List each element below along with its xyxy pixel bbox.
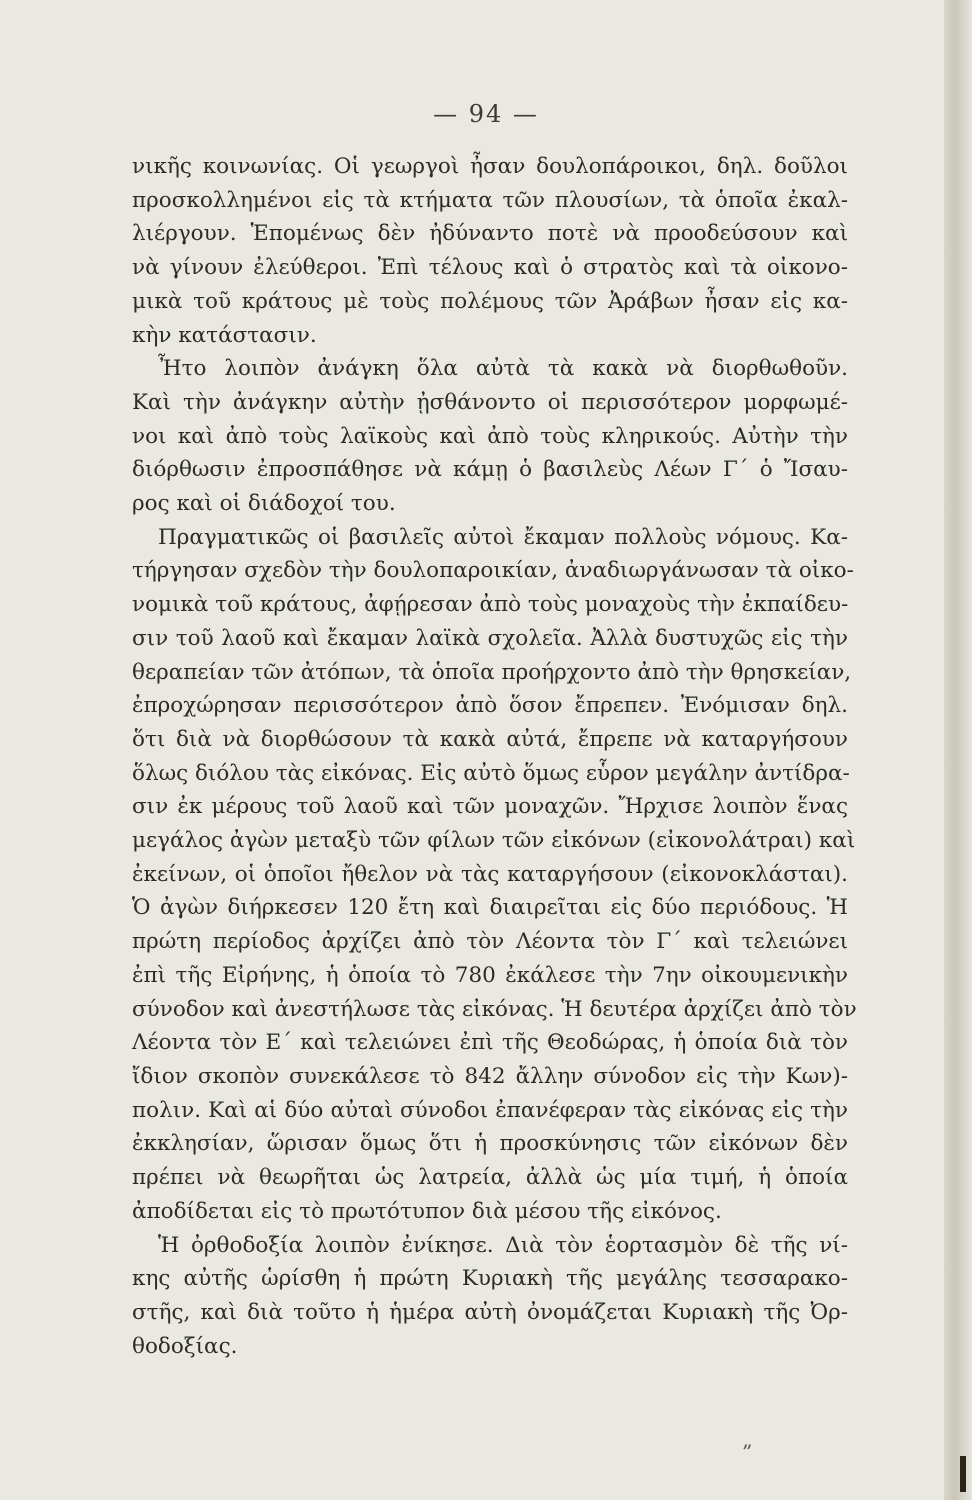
- text-line: θεραπείαν τῶν ἀτόπων, τὰ ὁποῖα προήρχοντο ἀπὸ τὴν θρησκείαν,: [132, 659, 852, 685]
- text-line: Καὶ τὴν ἀνάγκην αὐτὴν ᾐσθάνοντο οἱ περισσότερον μορφωμέ-: [132, 389, 848, 415]
- text-line: ἐκείνων, οἱ ὁποῖοι ἤθελον νὰ τὰς καταργήσουν (εἰκονοκλάσται).: [132, 861, 848, 887]
- text-line: μεγάλος ἀγὼν μεταξὺ τῶν φίλων τῶν εἰκόνων (εἰκονολάτραι) καὶ: [132, 828, 856, 854]
- page-number: — 94 —: [433, 100, 539, 128]
- text-line: διόρθωσιν ἐπροσπάθησε νὰ κάμῃ ὁ βασιλεὺς Λέων Γ΄ ὁ Ἴσαυ-: [132, 457, 848, 483]
- text-line: Λέοντα τὸν Ε΄ καὶ τελειώνει ἐπὶ τῆς Θεοδώρας, ἡ ὁποία διὰ τὸν: [132, 1030, 848, 1056]
- edge-marker: [960, 1456, 966, 1492]
- text-line: πρέπει νὰ θεωρῆται ὡς λατρεία, ἀλλὰ ὡς μία τιμή, ἡ ὁποία: [132, 1165, 848, 1191]
- text-line: θοδοξίας.: [132, 1333, 238, 1359]
- text-line: Ἦτο λοιπὸν ἀνάγκη ὅλα αὐτὰ τὰ κακὰ νὰ διορθωθοῦν.: [158, 356, 848, 382]
- text-line: ἴδιον σκοπὸν συνεκάλεσε τὸ 842 ἄλλην σύνοδον εἰς τὴν Κων)-: [132, 1063, 848, 1089]
- text-line: στῆς, καὶ διὰ τοῦτο ἡ ἡμέρα αὐτὴ ὀνομάζεται Κυριακὴ τῆς Ὀρ-: [132, 1299, 848, 1325]
- text-line: νοι καὶ ἀπὸ τοὺς λαϊκοὺς καὶ ἀπὸ τοὺς κληρικούς. Αὐτὴν τὴν: [132, 423, 848, 449]
- text-line: Ὁ ἀγὼν διήρκεσεν 120 ἔτη καὶ διαιρεῖται εἰς δύο περιόδους. Ἡ: [132, 895, 848, 921]
- body-text: [132, 150, 857, 1363]
- text-line: ὅλως διόλου τὰς εἰκόνας. Εἰς αὐτὸ ὅμως εὗρον μεγάλην ἀντίδρα-: [132, 760, 850, 786]
- text-line: τήργησαν σχεδὸν τὴν δουλοπαροικίαν, ἀναδιωργάνωσαν τὰ οἰκο-: [132, 558, 854, 584]
- text-line: ρος καὶ οἱ διάδοχοί του.: [132, 491, 396, 517]
- pencil-mark: ”: [742, 1440, 753, 1464]
- text-line: προσκολλημένοι εἰς τὰ κτήματα τῶν πλουσίων, τὰ ὁποῖα ἐκαλ-: [132, 187, 848, 213]
- text-line: σύνοδον καὶ ἀνεστήλωσε τὰς εἰκόνας. Ἡ δευτέρα ἀρχίζει ἀπὸ τὸν: [132, 996, 857, 1022]
- text-line: κὴν κατάστασιν.: [132, 322, 317, 348]
- text-line: κης αὐτῆς ὡρίσθη ἡ πρώτη Κυριακὴ τῆς μεγάλης τεσσαρακο-: [132, 1266, 848, 1292]
- text-line: νικῆς κοινωνίας. Οἱ γεωργοὶ ἦσαν δουλοπάροικοι, δηλ. δοῦλοι: [132, 154, 848, 179]
- text-line: Ἡ ὀρθοδοξία λοιπὸν ἐνίκησε. Διὰ τὸν ἑορτασμὸν δὲ τῆς νί-: [158, 1232, 848, 1258]
- text-line: λιέργουν. Ἑπομένως δὲν ἠδύναντο ποτὲ νὰ προοδεύσουν καὶ: [132, 221, 848, 247]
- page-edge: [944, 0, 972, 1500]
- text-line: ἀποδίδεται εἰς τὸ πρωτότυπον διὰ μέσου τῆς εἰκόνος.: [132, 1198, 722, 1224]
- text-line: μικὰ τοῦ κράτους μὲ τοὺς πολέμους τῶν Ἀράβων ἦσαν εἰς κα-: [132, 288, 848, 314]
- text-line: πρώτη περίοδος ἀρχίζει ἀπὸ τὸν Λέοντα τὸν Γ΄ καὶ τελειώνει: [132, 929, 848, 955]
- text-line: σιν ἐκ μέρους τοῦ λαοῦ καὶ τῶν μοναχῶν. Ἤρχισε λοιπὸν ἕνας: [132, 794, 848, 820]
- text-line: ἐπροχώρησαν περισσότερον ἀπὸ ὅσον ἔπρεπεν. Ἐνόμισαν δηλ.: [132, 693, 848, 719]
- text-line: νομικὰ τοῦ κράτους, ἀφῄρεσαν ἀπὸ τοὺς μοναχοὺς τὴν ἐκπαίδευ-: [132, 592, 849, 618]
- text-line: ἐκκλησίαν, ὥρισαν ὅμως ὅτι ἡ προσκύνησις τῶν εἰκόνων δὲν: [132, 1131, 848, 1157]
- text-line: σιν τοῦ λαοῦ καὶ ἔκαμαν λαϊκὰ σχολεῖα. Ἀλλὰ δυστυχῶς εἰς τὴν: [132, 625, 848, 651]
- text-line: νὰ γίνουν ἐλεύθεροι. Ἐπὶ τέλους καὶ ὁ στρατὸς καὶ τὰ οἰκονο-: [132, 255, 848, 281]
- text-line: πολιν. Καὶ αἱ δύο αὐταὶ σύνοδοι ἐπανέφεραν τὰς εἰκόνας εἰς τὴν: [132, 1097, 848, 1123]
- text-line: ὅτι διὰ νὰ διορθώσουν τὰ κακὰ αὐτά, ἔπρεπε νὰ καταργήσουν: [132, 726, 848, 752]
- text-line: Πραγματικῶς οἱ βασιλεῖς αὐτοὶ ἔκαμαν πολλοὺς νόμους. Κα-: [158, 524, 848, 550]
- text-line: ἐπὶ τῆς Εἰρήνης, ἡ ὁποία τὸ 780 ἐκάλεσε τὴν 7ην οἰκουμενικὴν: [132, 962, 848, 988]
